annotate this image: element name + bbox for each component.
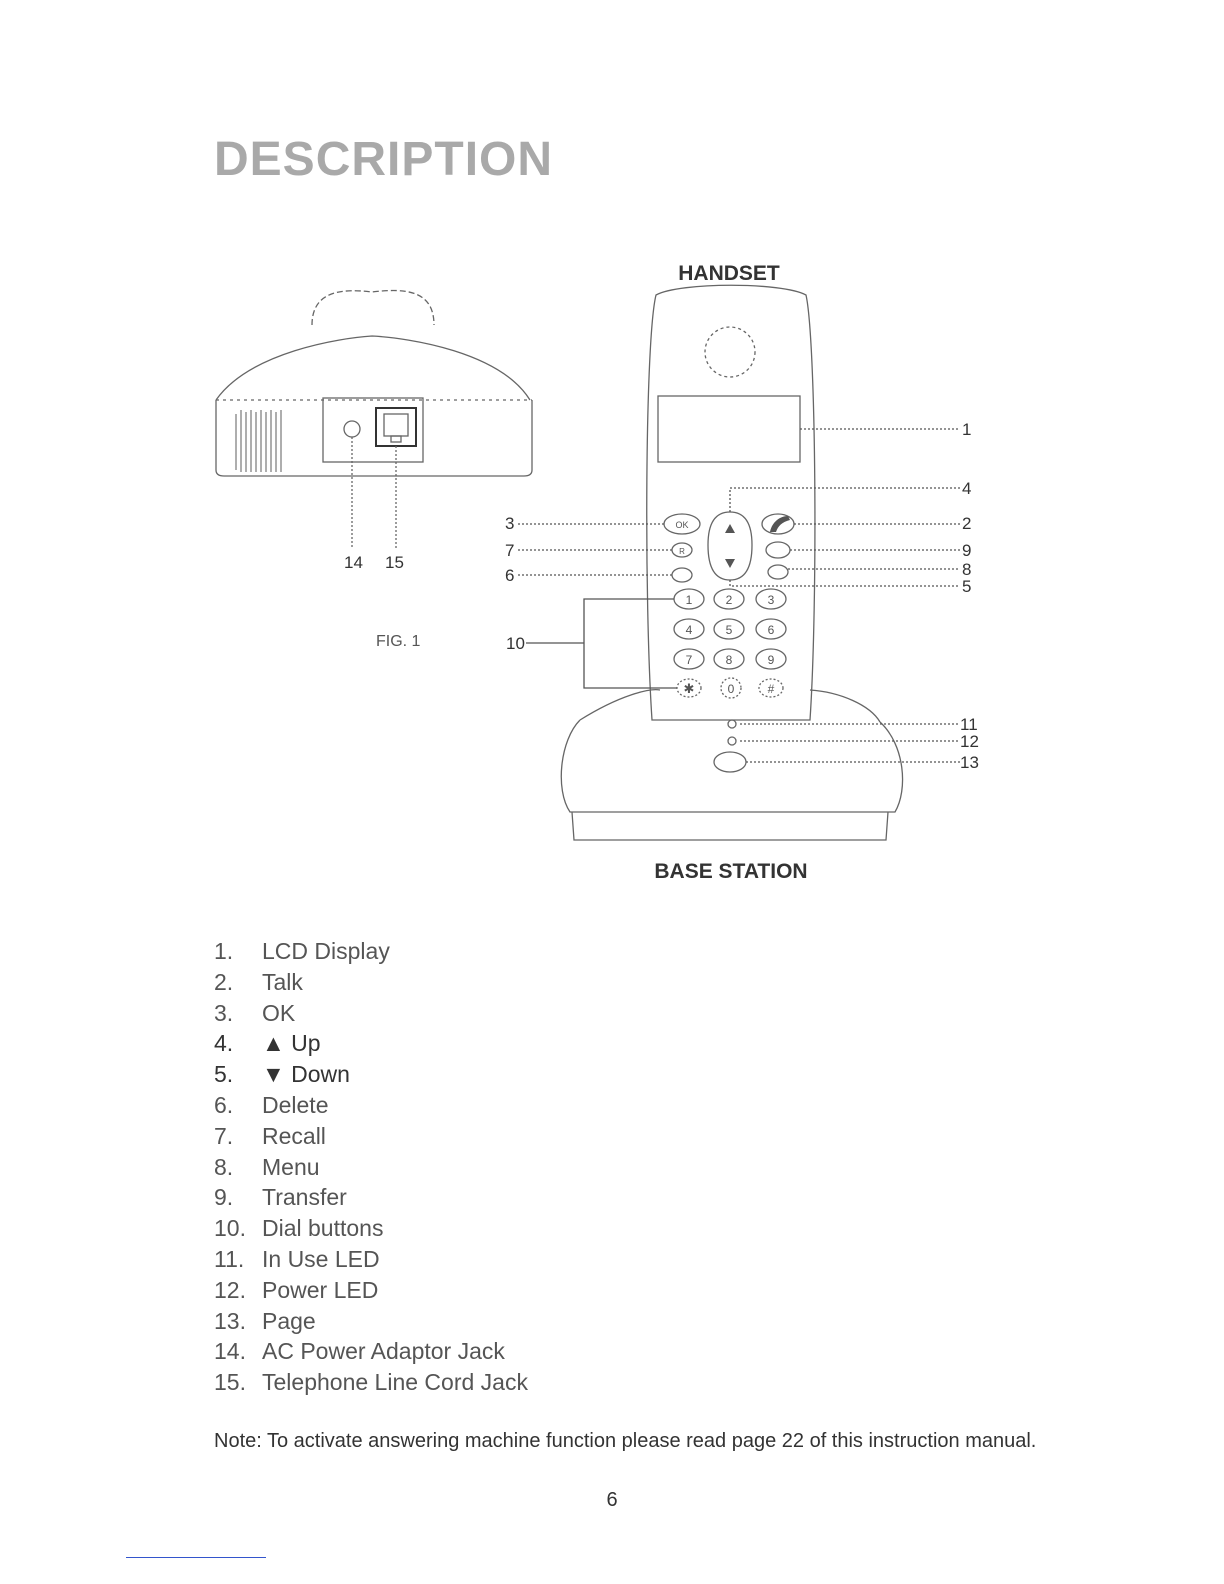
legend-item: 8. Menu [214, 1153, 320, 1180]
callout-3: 3 [505, 514, 515, 533]
callout-1: 1 [962, 420, 972, 439]
base-station-label: BASE STATION [654, 860, 808, 883]
ac-power-jack [344, 421, 360, 437]
legend-item: 11. In Use LED [214, 1245, 380, 1272]
parts-legend [214, 936, 528, 1398]
menu-key [768, 565, 788, 579]
key-star-label: ✱ [683, 681, 695, 696]
dial-bracket [526, 599, 677, 688]
callout-9: 9 [962, 541, 972, 560]
legend-item: 14. AC Power Adaptor Jack [214, 1338, 505, 1365]
callout-11: 11 [960, 715, 978, 734]
callout-5: 5 [962, 577, 972, 596]
speaker-grille [236, 410, 281, 472]
key-hash-label: # [767, 682, 775, 696]
callout-15: 15 [385, 553, 404, 572]
legend-item: 1. LCD Display [214, 938, 390, 964]
leader-lines [518, 429, 960, 762]
legend-item: 5. ▼ Down [214, 1061, 350, 1088]
legend-item: 12. Power LED [214, 1276, 379, 1303]
earpiece [705, 327, 755, 377]
base-rear-view [216, 291, 532, 548]
callout-7: 7 [505, 541, 515, 560]
key-6-label: 6 [767, 623, 775, 637]
page-key [714, 752, 746, 772]
callout-8: 8 [962, 560, 972, 579]
legend-item: 10. Dial buttons [214, 1215, 384, 1242]
legend-item: 6. Delete [214, 1091, 329, 1118]
key-1-label: 1 [685, 593, 693, 607]
power-led [728, 737, 736, 745]
legend-item: 4. ▲ Up [214, 1030, 321, 1057]
callout-13: 13 [960, 753, 979, 772]
callout-10: 10 [506, 634, 525, 653]
footer-link-underline [126, 1557, 266, 1558]
legend-item: 3. OK [214, 999, 296, 1026]
legend-item: 13. Page [214, 1307, 316, 1334]
legend-item: 2. Talk [214, 968, 303, 995]
transfer-key [766, 542, 790, 558]
in-use-led [728, 720, 736, 728]
ok-key-label: OK [675, 520, 689, 530]
key-4-label: 4 [685, 623, 693, 637]
legend-item: 15. Telephone Line Cord Jack [214, 1369, 528, 1396]
key-3-label: 3 [767, 593, 775, 607]
delete-key [672, 568, 692, 582]
callout-12: 12 [960, 732, 979, 751]
callout-14: 14 [344, 553, 363, 572]
handset-label: HANDSET [678, 262, 780, 285]
callout-6: 6 [505, 566, 515, 585]
recall-key-label: R [679, 547, 685, 556]
page-number: 6 [606, 1489, 618, 1511]
key-2-label: 2 [725, 593, 733, 607]
key-7-label: 7 [685, 653, 693, 667]
lcd-display [658, 396, 800, 462]
key-9-label: 9 [767, 653, 775, 667]
callout-2: 2 [962, 514, 972, 533]
key-5-label: 5 [725, 623, 733, 637]
page-title: DESCRIPTION [214, 133, 554, 186]
callout-4: 4 [962, 479, 972, 498]
key-0-label: 0 [727, 682, 735, 696]
telephone-line-jack [376, 408, 416, 446]
legend-item: 7. Recall [214, 1122, 326, 1149]
nav-key [708, 512, 752, 580]
legend-item: 9. Transfer [214, 1184, 347, 1211]
key-8-label: 8 [725, 653, 733, 667]
base-station [561, 690, 902, 840]
fig-caption: FIG. 1 [376, 633, 421, 650]
answering-machine-note: Note: To activate answering machine function please read page 22 of this instruction manual. [214, 1430, 1037, 1452]
